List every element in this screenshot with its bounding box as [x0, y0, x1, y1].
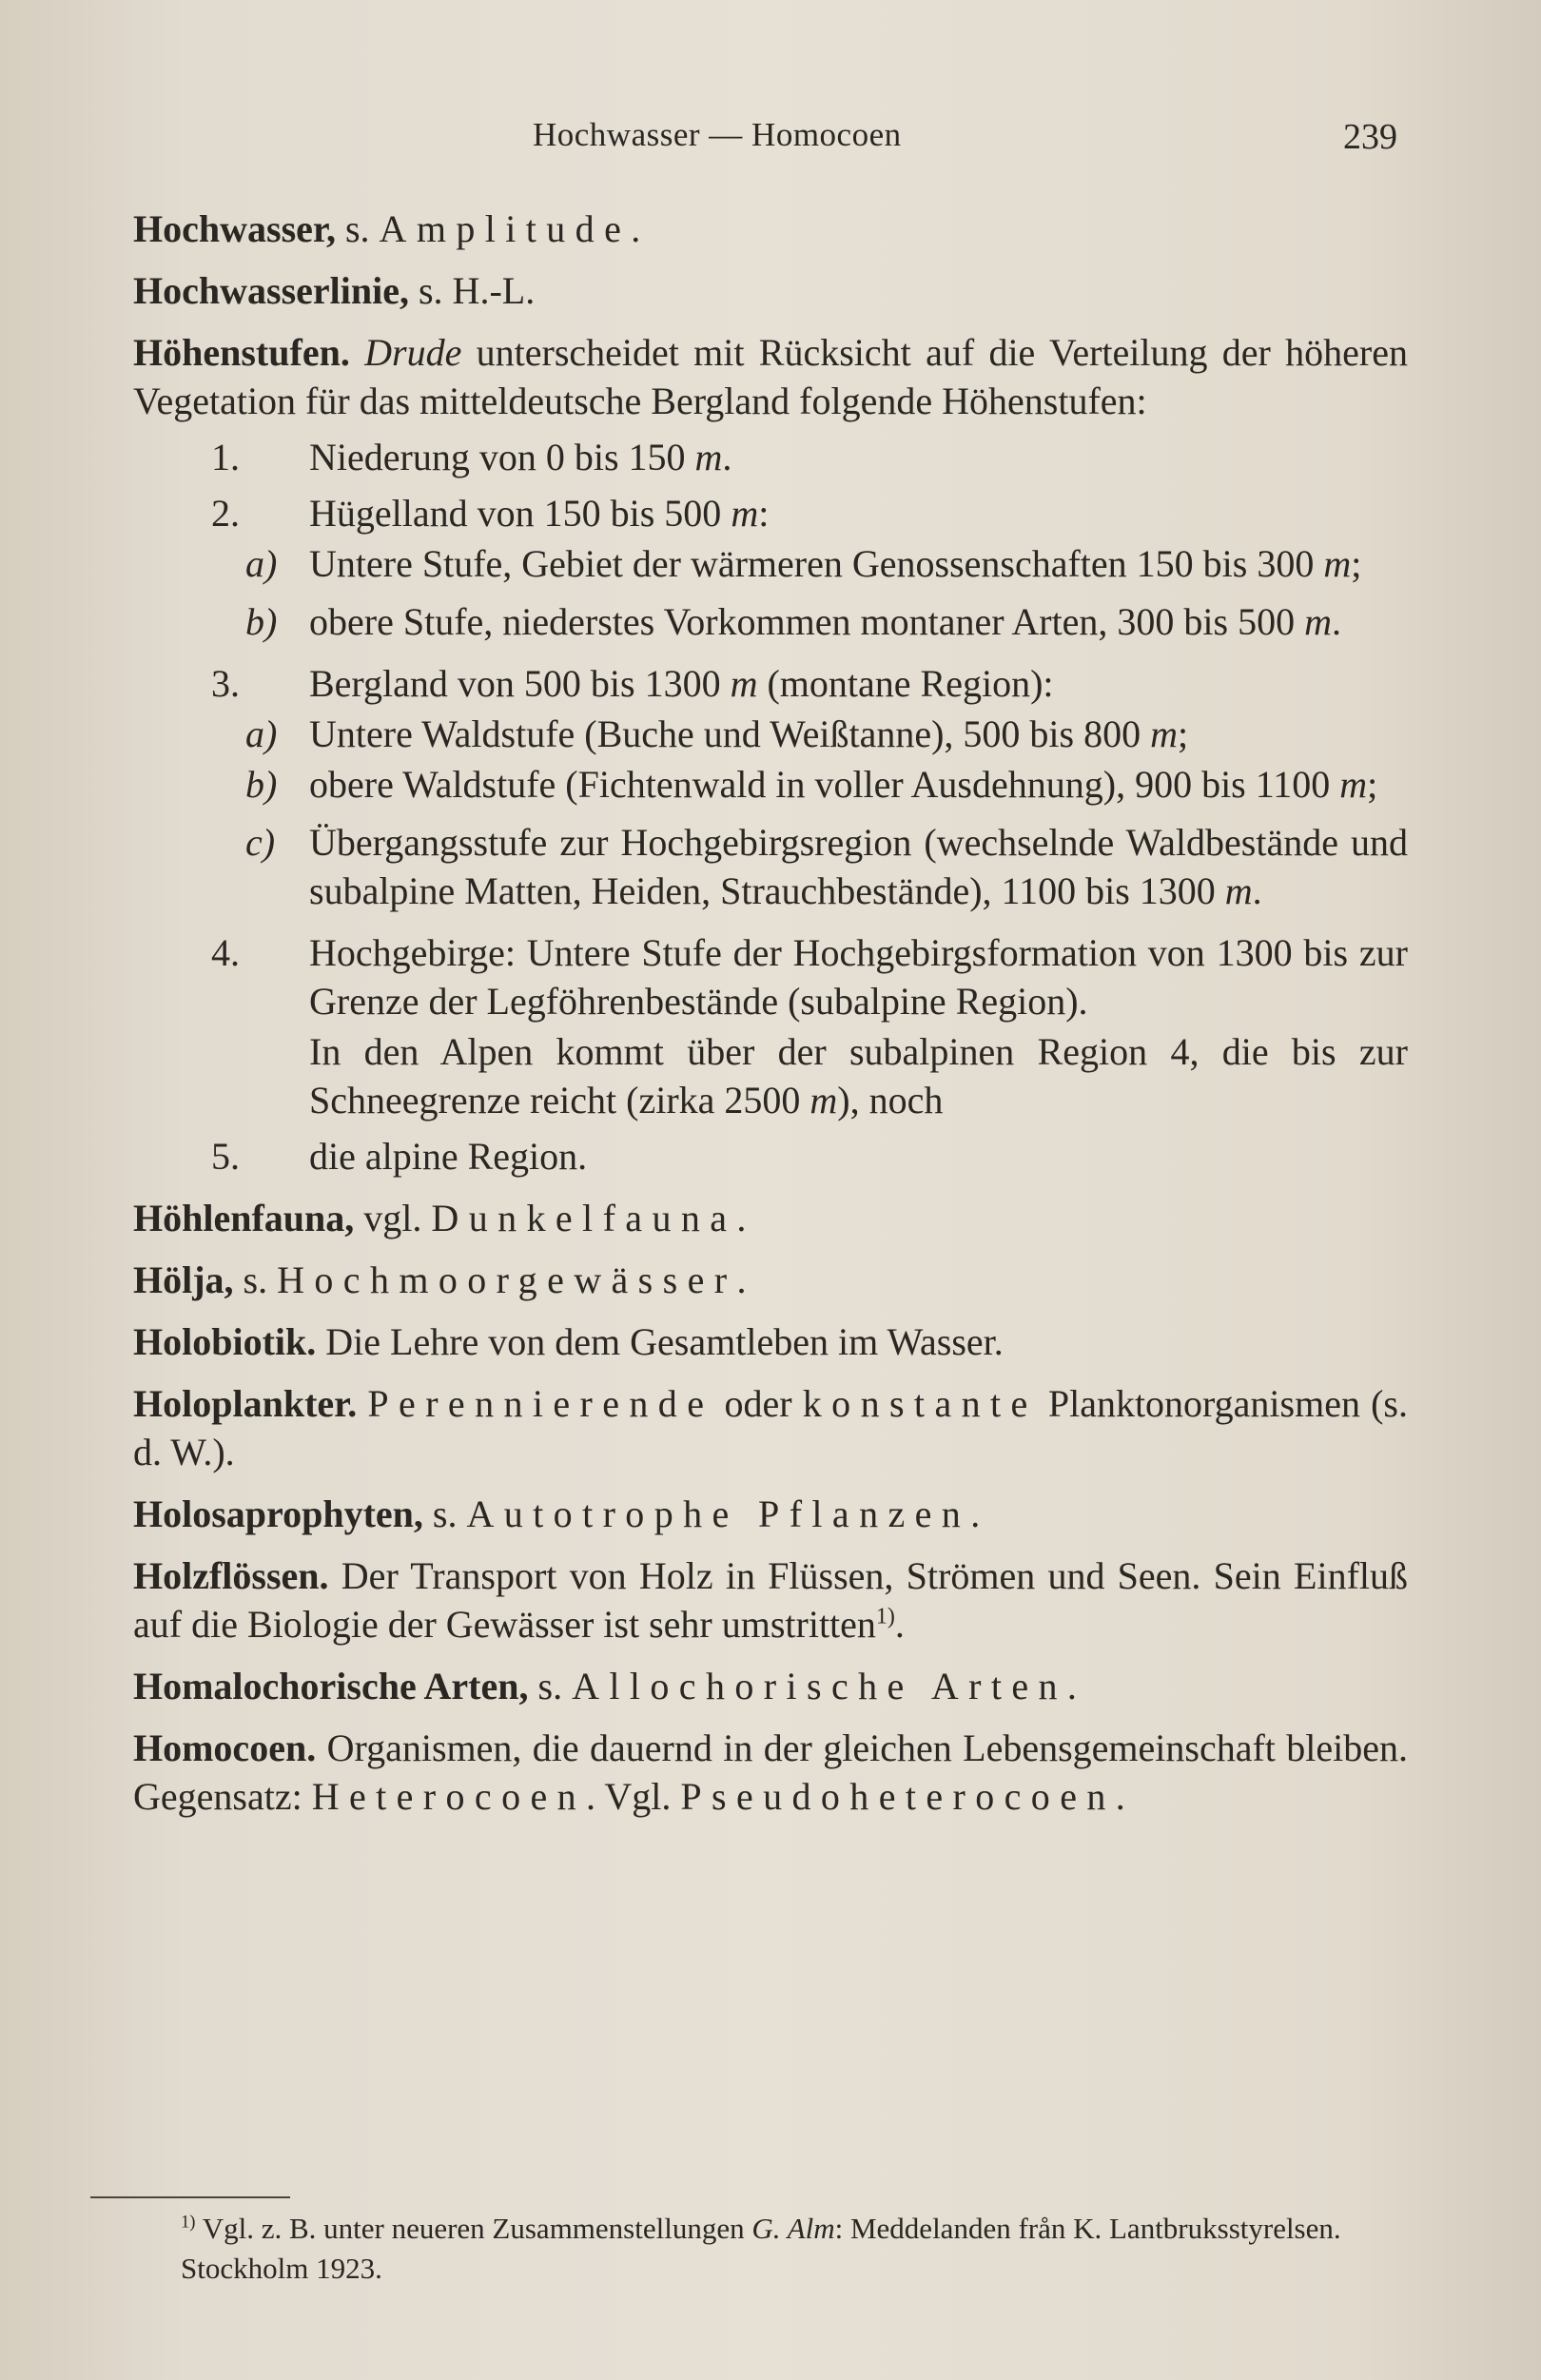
list-subitem-2b [133, 597, 1408, 646]
list-subitem-3b [133, 760, 1408, 809]
footnote-rule [90, 2196, 290, 2198]
unit: m [1323, 542, 1352, 585]
entry-text: oder [724, 1382, 792, 1425]
entry-end: . [1115, 1775, 1125, 1818]
lemma: Hochwasser, [133, 207, 336, 250]
unit: m [1150, 712, 1178, 755]
list-item-4 [133, 928, 1408, 1025]
footnote-text [90, 2209, 1408, 2289]
entry-text: Organismen, die dauernd in der gleichen Lebensgemeinschaft bleiben. Gegensatz: [133, 1726, 1409, 1818]
subitem-end: . [1332, 600, 1342, 643]
entry-end: . [970, 1492, 981, 1535]
entry-end: . [631, 207, 641, 250]
spaced-term: konstante [802, 1382, 1038, 1425]
item-text: Niederung von 0 bis 150 [309, 436, 686, 478]
item-number: 3. [211, 662, 240, 705]
entry-text: s. [537, 1665, 563, 1707]
list-subitem-3c [133, 818, 1408, 915]
unit: m [1224, 869, 1253, 912]
entry-end: . [736, 1258, 747, 1301]
unit: m [730, 662, 758, 705]
lemma: Homocoen. [133, 1726, 317, 1769]
cross-reference: Pseudoheterocoen [680, 1775, 1116, 1818]
item-text: Bergland von 500 bis 1300 [309, 662, 721, 705]
item-text-post: (montane Region): [767, 662, 1054, 705]
entry-hoehenstufen [133, 328, 1408, 1180]
list-subitem-2a [133, 539, 1408, 588]
entry-holoplankter [133, 1379, 1408, 1476]
entry-hoelja [133, 1256, 1408, 1304]
subitem-text: obere Stufe, niederstes Vorkommen montaner Arten, 300 bis 500 [309, 600, 1296, 643]
entry-intro [133, 328, 1408, 425]
entry-end: . [894, 1603, 905, 1646]
unit: m [1304, 600, 1333, 643]
item-number: 1. [211, 436, 240, 478]
entry-text: Die Lehre von dem Gesamtleben im Wasser. [325, 1320, 1004, 1363]
cross-reference: Dunkelfauna [431, 1197, 737, 1239]
entry-end: . [736, 1197, 747, 1239]
lemma: Höhlenfauna, [133, 1197, 355, 1239]
entry-holzfloessen [133, 1551, 1408, 1648]
entry-text-mid: . Vgl. [586, 1775, 672, 1818]
subitem-letter: b) [245, 600, 278, 643]
item-end: . [722, 436, 732, 478]
spaced-term: Perennierende [367, 1382, 714, 1425]
paragraph-text-post: ), noch [837, 1079, 944, 1122]
entry-end: . [1066, 1665, 1077, 1707]
subitem-end: . [1252, 869, 1262, 912]
entry-holobiotik [133, 1317, 1408, 1366]
entry-text: s. [432, 1492, 458, 1535]
paragraph-text: In den Alpen kommt über der subalpinen Region 4, die bis zur Schneegrenze reicht (zirka 2500 [309, 1030, 1408, 1122]
subitem-text: Übergangsstufe zur Hochgebirgsregion (wechselnde Waldbestände und subalpine Matten, Heiden, Strauchbestände), 1100 bis 1300 [309, 821, 1408, 912]
unit: m [731, 492, 759, 535]
entry-homocoen [133, 1724, 1408, 1821]
cross-reference: Amplitude [379, 207, 632, 250]
lemma: Holzflössen. [133, 1554, 329, 1597]
lemma: Hochwasserlinie, [133, 269, 409, 312]
item-text: Hügelland von 150 bis 500 [309, 492, 722, 535]
list-item-5 [133, 1132, 1408, 1180]
item-number: 2. [211, 492, 240, 535]
lemma: Höhenstufen. [133, 331, 350, 374]
cross-reference: Hochmoorgewässer [277, 1258, 737, 1301]
footnote-text-post: : Meddelanden från K. Lantbruksstyrelsen. Stockholm 1923. [181, 2212, 1341, 2285]
cross-reference: Allochorische Arten [572, 1665, 1067, 1707]
entry-homalochorische-arten [133, 1662, 1408, 1710]
entry-text: unterscheidet mit Rücksicht auf die Verteilung der höheren Vegetation für das mitteldeutsche Bergland folgende Höhenstufen: [133, 331, 1408, 422]
entry-text: s. H.-L. [418, 269, 536, 312]
subitem-text: Untere Stufe, Gebiet der wärmeren Genossenschaften 150 bis 300 [309, 542, 1315, 585]
footnote-author: G. Alm [751, 2212, 835, 2245]
item-number: 4. [211, 931, 240, 974]
subitem-end: ; [1178, 712, 1189, 755]
unit: m [694, 436, 723, 478]
entry-text: s. [243, 1258, 268, 1301]
list-subitem-3a [133, 710, 1408, 758]
entry-hoehlenfauna [133, 1194, 1408, 1242]
running-header [0, 116, 1541, 158]
page-body [133, 205, 1408, 1834]
item-number: 5. [211, 1135, 240, 1178]
item-text: die alpine Region. [309, 1135, 588, 1178]
entry-text: Der Transport von Holz in Flüssen, Strömen und Seen. Sein Einfluß auf die Biologie der Gewässer ist sehr umstritten [133, 1554, 1409, 1646]
entry-hochwasserlinie [133, 266, 1408, 315]
unit: m [810, 1079, 838, 1122]
entry-text: Planktonorganismen (s. d. W.). [133, 1382, 1408, 1473]
lemma: Holobiotik. [133, 1320, 317, 1363]
subitem-end: ; [1351, 542, 1362, 585]
cross-reference: Heterocoen [311, 1775, 587, 1818]
subitem-text: obere Waldstufe (Fichtenwald in voller Ausdehnung), 900 bis 1100 [309, 763, 1331, 806]
footnote-text-pre: Vgl. z. B. unter neueren Zusammenstellungen [202, 2212, 745, 2245]
list-item-4-paragraph [133, 1027, 1408, 1124]
subitem-letter: b) [245, 763, 278, 806]
lemma: Holoplankter. [133, 1382, 358, 1425]
item-end: : [758, 492, 770, 535]
lemma: Holosaprophyten, [133, 1492, 423, 1535]
list-item-3 [133, 659, 1408, 708]
entry-text: vgl. [363, 1197, 422, 1239]
item-text: Hochgebirge: Untere Stufe der Hochgebirgsformation von 1300 bis zur Grenze der Legföhrenbestände (subalpine Region). [309, 931, 1408, 1023]
lemma: Homalochorische Arten, [133, 1665, 529, 1707]
subitem-letter: a) [245, 542, 278, 585]
subitem-end: ; [1367, 763, 1378, 806]
lemma: Hölja, [133, 1258, 234, 1301]
running-title: Hochwasser — Homocoen [533, 116, 902, 153]
subitem-letter: c) [245, 821, 276, 864]
cross-reference: Autotrophe Pflanzen [466, 1492, 971, 1535]
unit: m [1339, 763, 1368, 806]
entry-hochwasser [133, 205, 1408, 253]
subitem-letter: a) [245, 712, 278, 755]
footnote [90, 2209, 1408, 2289]
page-number: 239 [1343, 117, 1397, 157]
footnote-marker: 1) [875, 1604, 895, 1629]
subitem-text: Untere Waldstufe (Buche und Weißtanne), 500 bis 800 [309, 712, 1141, 755]
list-item-2 [133, 489, 1408, 537]
author-name: Drude [364, 331, 462, 374]
list-item-1 [133, 433, 1408, 481]
footnote-marker: 1) [181, 2212, 196, 2233]
entry-text: s. [344, 207, 370, 250]
entry-holosaprophyten [133, 1490, 1408, 1538]
